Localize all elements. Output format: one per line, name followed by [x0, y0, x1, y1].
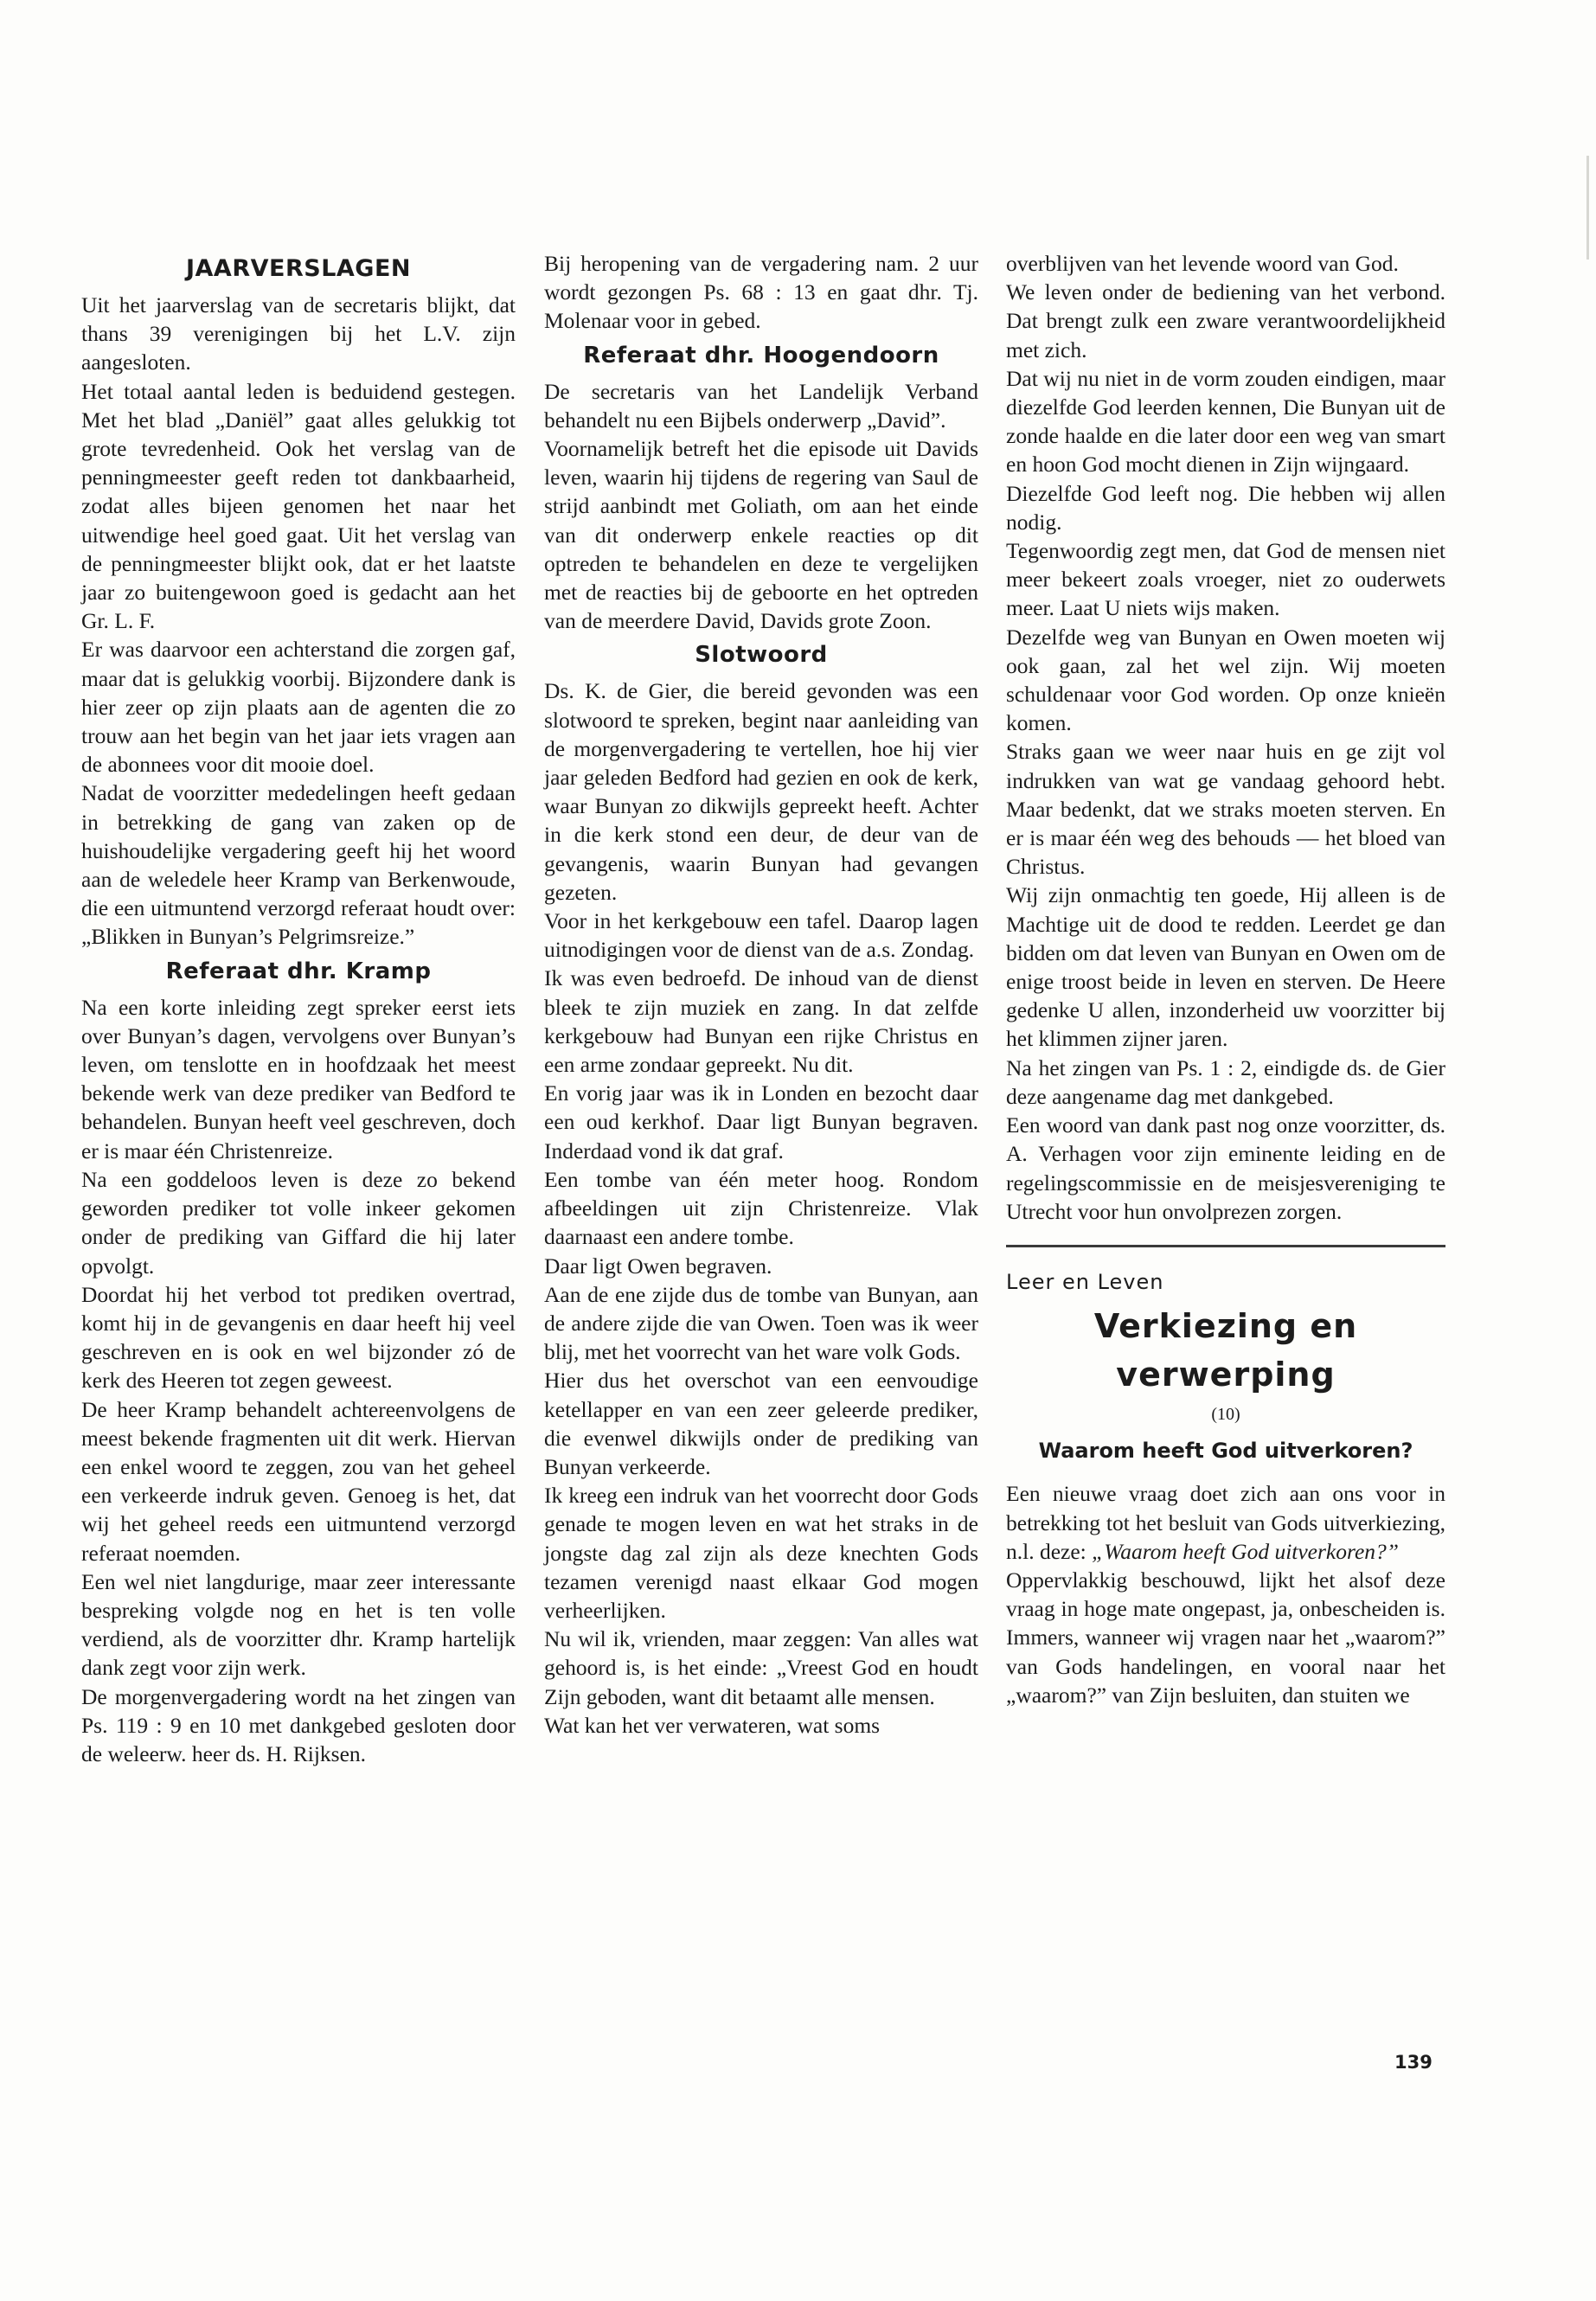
- paragraph: overblijven van het levende woord van God.: [1006, 251, 1399, 276]
- section-label: Leer en Leven: [1006, 1269, 1164, 1294]
- paragraph: Ds. K. de Gier, die bereid gevonden was een slotwoord te spreken, begint naar aanleiding van de morgenvergadering te vertellen, hoe hij vier jaar geleden Bedford had gezien en ook de kerk, waar Bunyan zo dikwijls gepreekt heeft. Achter in die kerk stond een deur, de deur van de gevangenis, waarin Bunyan had gevangen gezeten.: [544, 678, 978, 905]
- paragraph: Ik was even bedroefd. De inhoud van de dienst bleek te zijn muziek en zang. In dat zelfde kerkgebouw had Bunyan een rijke Christus en een arme zondaar gepreekt. Nu dit.: [544, 965, 978, 1078]
- article-title-line-1: Verkiezing en: [1093, 1307, 1358, 1346]
- page-number: 139: [1394, 2052, 1433, 2073]
- column-1: [81, 249, 516, 1768]
- paragraph: [1006, 1479, 1445, 1566]
- heading-jaarverslagen: JAARVERSLAGEN: [185, 255, 411, 282]
- heading-referaat-kramp: Referaat dhr. Kramp: [165, 958, 432, 984]
- paragraph: Diezelfde God leeft nog. Die hebben wij allen nodig.: [1006, 480, 1445, 535]
- paragraph: Nu wil ik, vrienden, maar zeggen: Van alles wat gehoord is, is het einde: „Vreest God en houdt Zijn geboden, want dit betaamt alle mensen.: [544, 1626, 978, 1709]
- paragraph: We leven onder de bediening van het verbond. Dat brengt zulk een zware verantwoordelijkheid met zich.: [1006, 279, 1445, 362]
- paragraph: De morgenvergadering wordt na het zingen van Ps. 119 : 9 en 10 met dankgebed gesloten door de weleerw. heer ds. H. Rijksen.: [81, 1683, 516, 1766]
- article-subtitle: Waarom heeft God uitverkoren?: [1038, 1439, 1413, 1464]
- paragraph: Straks gaan we weer naar huis en ge zijt vol indrukken van wat ge vandaag gehoord hebt. Maar bedenkt, dat we straks moeten sterven. En er is maar één weg des behouds — het bloed van Christus.: [1006, 739, 1445, 880]
- paragraph: Een tombe van één meter hoog. Rondom afbeeldingen uit zijn Christenreize. Vlak daarnaast een andere tombe.: [544, 1166, 978, 1250]
- paragraph: Het totaal aantal leden is beduidend gestegen. Met het blad „Daniël” gaat alles gelukkig tot grote tevredenheid. Ook het verslag van de penningmeester geeft reden tot dankbaarheid, zodat alles bijeen genomen het naar het uitwendige heel goed gaat. Uit het verslag van de penningmeester blijkt ook, dat er het laatste jaar zo buitengewoon goed is gedacht aan het Gr. L. F.: [81, 378, 516, 634]
- paragraph-text: Een nieuwe vraag doet zich aan ons voor in betrekking tot het besluit van Gods uitverkiezing, n.l. deze:: [1006, 1481, 1445, 1564]
- paragraph: Bij heropening van de vergadering nam. 2 uur wordt gezongen Ps. 68 : 13 en gaat dhr. Tj. Molenaar voor in gebed.: [544, 251, 978, 334]
- paragraph: Wij zijn onmachtig ten goede, Hij alleen is de Machtige uit de dood te redden. Leerdet ge dan bidden om dat leven van Bunyan en Owen om de enige troost beide in leven en sterven. De Heere gedenke U allen, inzonderheid uw voorzitter bij het klimmen zijner jaren.: [1006, 882, 1445, 1052]
- article-number: (10): [1211, 1405, 1240, 1425]
- paragraph: Een woord van dank past nog onze voorzitter, ds. A. Verhagen voor zijn eminente leiding en de regelingscommissie en de meisjesvereniging te Utrecht voor hun onvolprezen zorgen.: [1006, 1112, 1445, 1224]
- paragraph: Hier dus het overschot van een eenvoudige ketellapper en van een zeer geleerde prediker, die evenwel dikwijls onder de prediking van Bunyan verkeerde.: [544, 1368, 978, 1479]
- paragraph: Nadat de voorzitter mededelingen heeft gedaan in betrekking de gang van zaken op de huishoudelijke vergadering geeft hij het woord aan de weledele heer Kramp van Berkenwoude, die een uitmuntend verzorgd referaat houdt over: „Blikken in Bunyan’s Pelgrimsreize.”: [81, 780, 516, 950]
- heading-slotwoord: Slotwoord: [695, 642, 828, 669]
- paragraph: Voornamelijk betreft het die episode uit Davids leven, waarin hij tijdens de regering van Saul de strijd aanbindt met Goliath, om aan het einde van dit onderwerp enkele reacties op dit optreden te behandelen en deze te vergelijken met de reacties bij de geboorte en het optreden van de meerdere David, Davids grote Zoon.: [544, 436, 978, 634]
- paragraph: Dat wij nu niet in de vorm zouden eindigen, maar diezelfde God leerden kennen, Die Bunyan uit de zonde haalde en die later door een weg van smart en hoon God mocht dienen in Zijn wijngaard.: [1006, 365, 1445, 478]
- section-divider: [1006, 1245, 1445, 1247]
- paragraph: Er was daarvoor een achterstand die zorgen gaf, maar dat is gelukkig voorbij. Bijzondere dank is hier zeer op zijn plaats aan de agenten die zo trouw aan het begin van het jaar iets vragen aan de abonnees voor dit mooie doel.: [81, 637, 516, 778]
- paragraph: Aan de ene zijde dus de tombe van Bunyan, aan de andere zijde die van Owen. Toen was ik weer blij, met het voorrecht van het ware volk Gods.: [544, 1281, 978, 1365]
- paragraph: Voor in het kerkgebouw een tafel. Daarop lagen uitnodigingen voor de dienst van de a.s. Zondag.: [544, 908, 978, 963]
- emphasis-question: „Waarom heeft God uitverkoren?”: [1092, 1538, 1399, 1564]
- paragraph: Na een goddeloos leven is deze zo bekend geworden prediker tot volle inkeer gekomen onder de prediking van Giffard die hij later opvolgt.: [81, 1166, 516, 1279]
- paragraph: Oppervlakkig beschouwd, lijkt het alsof deze vraag in hoge mate ongepast, ja, onbescheiden is. Immers, wanneer wij vragen naar het „waarom?” van Gods handelingen, en vooral naar het „waarom?” van Zijn besluiten, dan stuiten we: [1006, 1567, 1445, 1708]
- paragraph: Daar ligt Owen begraven.: [544, 1253, 772, 1279]
- paragraph: De heer Kramp behandelt achtereenvolgens de meest bekende fragmenten uit dit werk. Hiervan een enkel woord te zeggen, zou van het geheel een verkeerde indruk geven. Genoeg is het, dat wij het geheel reeds een uitmuntend verzorgd referaat noemden.: [81, 1396, 516, 1566]
- heading-referaat-hoogendoorn: Referaat dhr. Hoogendoorn: [583, 342, 939, 369]
- paragraph: Uit het jaarverslag van de secretaris blijkt, dat thans 39 verenigingen bij het L.V. zijn aangesloten.: [81, 292, 516, 375]
- paragraph: Dezelfde weg van Bunyan en Owen moeten wij ook gaan, zal het wel zijn. Wij moeten schuldenaar voor God worden. Op onze knieën komen.: [1006, 624, 1445, 736]
- paragraph: Ik kreeg een indruk van het voorrecht door Gods genade te mogen leven en wat het straks in de jongste dag zal zijn als deze knechten Gods tezamen verenigd naast elkaar God mogen verheerlijken.: [544, 1483, 978, 1623]
- article-title-line-2: verwerping: [1116, 1356, 1336, 1394]
- column-2: [544, 249, 978, 1740]
- paragraph: Tegenwoordig zegt men, dat God de mensen niet meer bekeert zoals vroeger, niet zo ouderwets meer. Laat U niets wijs maken.: [1006, 538, 1445, 621]
- paragraph: De secretaris van het Landelijk Verband behandelt nu een Bijbels onderwerp „David”.: [544, 378, 978, 433]
- paragraph: Na het zingen van Ps. 1 : 2, eindigde ds. de Gier deze aangename dag met dankgebed.: [1006, 1054, 1445, 1109]
- column-3: [1006, 249, 1445, 1709]
- paragraph: Na een korte inleiding zegt spreker eerst iets over Bunyan’s dagen, vervolgens over Bunyan’s leven, om tenslotte en in hoofdzaak het meest bekende werk van deze prediker van Bedford te behandelen. Bunyan heeft veel geschreven, doch er is maar één Christenreize.: [81, 994, 516, 1163]
- paragraph: En vorig jaar was ik in Londen en bezocht daar een oud kerkhof. Daar ligt Bunyan begraven. Inderdaad vond ik dat graf.: [544, 1080, 978, 1163]
- paragraph: Een wel niet langdurige, maar zeer interessante bespreking volgde nog en het is ten volle verdiend, als de voorzitter dhr. Kramp hartelijk dank zegt voor zijn werk.: [81, 1568, 516, 1681]
- paragraph: Doordat hij het verbod tot prediken overtrad, komt hij in de gevangenis en daar heeft hij veel geschreven en is ook en wel bijzonder zó de kerk des Heeren tot zegen geweest.: [81, 1281, 516, 1394]
- scan-edge-mark: [1586, 156, 1589, 260]
- paragraph: Wat kan het ver verwateren, wat soms: [544, 1712, 881, 1738]
